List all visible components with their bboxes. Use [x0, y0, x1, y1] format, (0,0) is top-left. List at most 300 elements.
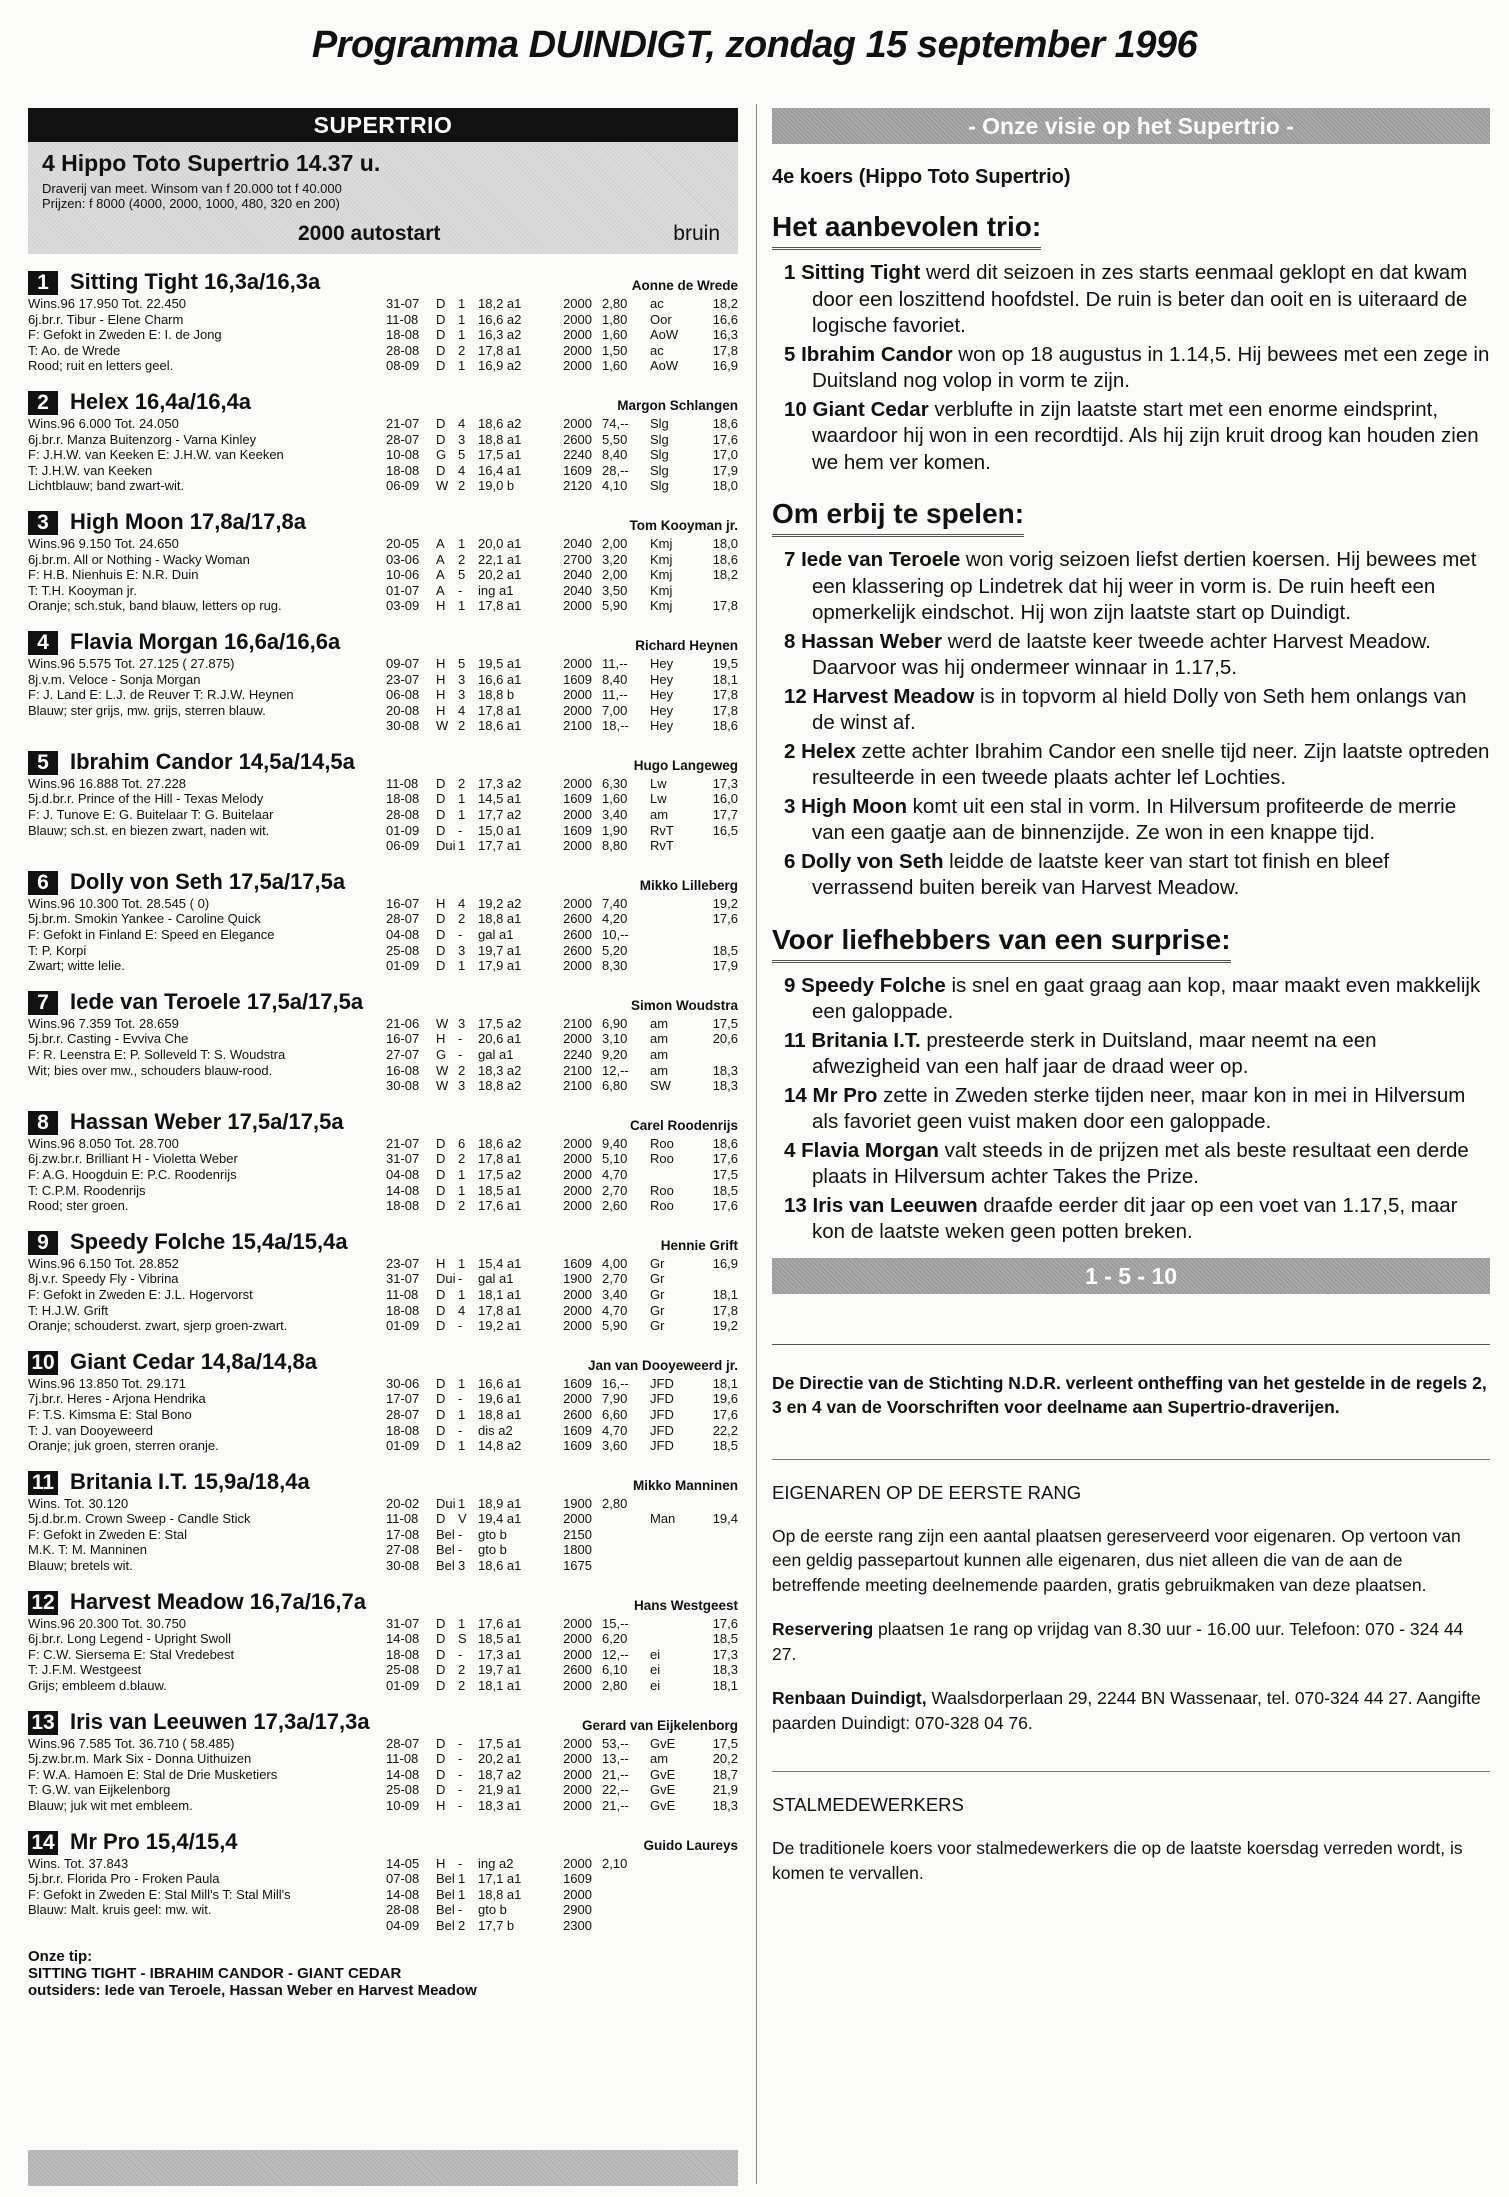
result-position: 5 — [458, 567, 466, 583]
result-distance: 1609 — [563, 462, 592, 478]
result-position: 1 — [458, 838, 466, 854]
horse-name: Mr Pro 15,4/15,4 — [70, 1828, 238, 1854]
result-date: 10-08 — [386, 447, 420, 463]
result-driver — [650, 1887, 708, 1903]
result-track: D — [436, 358, 446, 374]
horse-info-line: 6j.br.m. All or Nothing - Wacky Woman — [28, 551, 250, 567]
horse-info — [28, 1376, 386, 1454]
result-time: 19,5 a1 — [478, 655, 522, 671]
horse-info-line: 5j.zw.br.m. Mark Six - Donna Uithuizen — [28, 1751, 252, 1767]
result-driver: JFD — [650, 1422, 674, 1438]
result-date: 27-08 — [386, 1542, 420, 1558]
result-date: 31-07 — [386, 1615, 420, 1631]
result-track: A — [436, 535, 445, 551]
horse-number-badge: 9 — [28, 1231, 58, 1255]
horse-info-line: F: C.W. Siersema E: Stal Vredebest — [28, 1646, 235, 1662]
section-title: Het aanbevolen trio: — [772, 211, 1041, 250]
result-odds: 2,80 — [602, 296, 628, 311]
result-km-time: 17,6 — [712, 1406, 738, 1422]
result-row — [386, 823, 738, 839]
commentary-item — [772, 684, 1490, 737]
result-date: 30-08 — [386, 718, 420, 734]
recent-results — [386, 1136, 738, 1214]
result-track: W — [436, 1015, 449, 1031]
result-track: W — [436, 1062, 449, 1078]
result-driver: GvE — [650, 1766, 676, 1782]
horse-info-line: 6j.zw.br.r. Brilliant H - Violetta Weber — [28, 1151, 238, 1167]
result-track: D — [436, 1182, 446, 1198]
result-odds: 3,60 — [602, 1438, 628, 1454]
page-title: Programma DUINDIGT, zondag 15 september 1996 — [311, 24, 1198, 66]
result-time: 19,2 a2 — [478, 895, 522, 911]
result-row — [386, 1016, 738, 1032]
result-driver: ei — [650, 1662, 661, 1678]
result-position: 4 — [458, 702, 466, 718]
horse-info-line: Wins.96 5.575 Tot. 27.125 ( 27.875) — [28, 655, 235, 671]
result-km-time: 17,9 — [712, 958, 738, 974]
horse-info-line: Wins.96 13.850 Tot. 29.171 — [28, 1375, 187, 1391]
horse-info — [28, 896, 386, 974]
horse-lead: 14 Mr Pro — [784, 1083, 878, 1107]
reservering-paragraph — [772, 1617, 1490, 1666]
result-odds: 2,00 — [602, 535, 628, 551]
horse-info-line: 5j.d.br.m. Crown Sweep - Candle Stick — [28, 1511, 251, 1527]
result-km-time: 17,8 — [712, 702, 738, 718]
result-driver: Kmj — [650, 582, 673, 598]
result-track: D — [436, 1751, 446, 1767]
result-km-time: 17,5 — [712, 1015, 738, 1031]
result-distance: 2000 — [563, 1615, 592, 1631]
visie-column — [772, 108, 1490, 1885]
result-odds: 4,70 — [602, 1422, 628, 1438]
column-divider — [756, 104, 757, 2184]
commentary-text: verblufte in zijn laatste start met een enorme eindsprint, waardoor hij won in een recordtijd. Als hij zijn kruit droog kan houden zien we hem ver komen. — [812, 397, 1479, 474]
horse-details — [28, 1376, 738, 1454]
result-row — [386, 1151, 738, 1167]
driver-name: Margon Schlangen — [617, 397, 738, 413]
result-km-time: 16,6 — [712, 311, 738, 327]
result-date: 08-09 — [386, 358, 420, 374]
horse-info-line: T: T.H. Kooyman jr. — [28, 582, 137, 598]
result-odds: 21,-- — [602, 1766, 629, 1782]
result-track: W — [436, 718, 449, 734]
result-track: D — [436, 1615, 446, 1631]
result-driver: Hey — [650, 718, 674, 734]
result-odds: 1,60 — [602, 358, 628, 374]
horse-info-line: Blauw: Malt. kruis geel: mw. wit. — [28, 1902, 212, 1918]
result-distance: 2240 — [563, 447, 592, 463]
horse-info-line: Blauw; juk wit met embleem. — [28, 1798, 193, 1813]
commentary-item — [772, 849, 1490, 902]
commentary-item — [772, 739, 1490, 792]
result-km-time — [708, 1887, 738, 1903]
driver-name: Guido Laureys — [643, 1837, 738, 1853]
result-time: gal a1 — [478, 927, 514, 943]
result-odds: 9,40 — [602, 1135, 628, 1151]
result-track: Dui — [436, 838, 456, 854]
result-km-time: 17,6 — [712, 1198, 738, 1214]
result-driver: Hey — [650, 655, 674, 671]
result-date: 21-06 — [386, 1015, 420, 1031]
result-time: 18,8 a1 — [478, 1406, 522, 1422]
result-distance: 2000 — [563, 1318, 592, 1334]
result-driver — [650, 1918, 708, 1934]
result-km-time: 18,3 — [712, 1078, 738, 1094]
result-track: A — [436, 567, 445, 583]
result-track: Bel — [436, 1526, 455, 1542]
horse-number-badge: 4 — [28, 631, 58, 655]
result-driver: Roo — [650, 1182, 674, 1198]
result-time: gto b — [478, 1526, 507, 1542]
horse-info — [28, 1856, 386, 1934]
result-time: 18,5 a1 — [478, 1631, 522, 1647]
result-time: 20,0 a1 — [478, 535, 522, 551]
result-odds — [602, 1542, 650, 1558]
result-position: 3 — [458, 687, 466, 703]
result-odds — [602, 1887, 650, 1903]
result-driver: Roo — [650, 1135, 674, 1151]
commentary-item — [772, 629, 1490, 682]
result-odds: 12,-- — [602, 1646, 629, 1662]
result-date: 11-08 — [386, 775, 419, 791]
result-driver: AoW — [650, 358, 679, 374]
recent-results — [386, 1016, 738, 1094]
result-odds — [602, 1918, 650, 1934]
horse-info-line: F: W.A. Hamoen E: Stal de Drie Musketiers — [28, 1766, 278, 1782]
result-date: 14-08 — [386, 1766, 420, 1782]
horse-number-badge: 11 — [28, 1471, 58, 1495]
result-km-time: 16,0 — [712, 791, 738, 807]
result-distance: 2000 — [563, 311, 592, 327]
result-date: 31-07 — [386, 296, 420, 311]
recent-results — [386, 1376, 738, 1454]
result-row — [386, 296, 738, 312]
horse-name: Britania I.T. 15,9a/18,4a — [70, 1468, 310, 1494]
tip-label: Onze tip: — [28, 1947, 93, 1965]
result-distance: 2700 — [563, 551, 592, 567]
result-date: 14-08 — [386, 1182, 420, 1198]
result-position: 1 — [458, 1182, 466, 1198]
result-odds: 8,40 — [602, 671, 628, 687]
result-track: D — [436, 1782, 446, 1798]
result-driver: SW — [650, 1078, 671, 1094]
result-odds: 8,30 — [602, 958, 628, 974]
result-distance: 1609 — [563, 1422, 592, 1438]
result-distance: 2000 — [563, 838, 592, 854]
result-distance: 2000 — [563, 598, 592, 614]
race-title: 4 Hippo Toto Supertrio 14.37 u. — [42, 150, 381, 176]
result-time: 19,7 a1 — [478, 1662, 522, 1678]
horse-info-line: F: J. Land E: L.J. de Reuver T: R.J.W. Heynen — [28, 687, 294, 703]
horse-info-line: F: A.G. Hoogduin E: P.C. Roodenrijs — [28, 1166, 237, 1182]
result-date: 06-08 — [386, 687, 420, 703]
result-km-time — [708, 1558, 738, 1574]
result-distance: 2000 — [563, 1646, 592, 1662]
result-km-time: 18,5 — [712, 1631, 738, 1647]
horse-number-badge: 3 — [28, 511, 58, 535]
stalmedewerkers-paragraph: De traditionele koers voor stalmedewerkers die op de laatste koersdag verreden wordt, is komen te vervallen. — [772, 1838, 1463, 1883]
result-time: 17,5 a1 — [478, 447, 522, 463]
horse-info-line: Blauw; sch.st. en biezen zwart, naden wit. — [28, 822, 270, 838]
result-distance: 2040 — [563, 567, 592, 583]
result-distance: 2900 — [563, 1902, 592, 1918]
result-km-time: 17,8 — [712, 598, 738, 614]
result-position: - — [458, 1526, 463, 1542]
result-distance: 2000 — [563, 1391, 592, 1407]
result-distance: 2100 — [563, 1062, 592, 1078]
result-position: 1 — [458, 1438, 466, 1454]
horse-header — [28, 1468, 738, 1495]
result-odds: 4,10 — [602, 478, 628, 494]
horse-name: Ibrahim Candor 14,5a/14,5a — [70, 748, 355, 774]
result-row — [386, 1287, 738, 1303]
result-distance: 2000 — [563, 1511, 592, 1527]
horse-info-line: Blauw; bretels wit. — [28, 1558, 133, 1574]
result-time: 19,6 a1 — [478, 1391, 522, 1407]
result-row — [386, 896, 738, 912]
result-date: 03-09 — [386, 598, 420, 614]
horse-number-badge: 6 — [28, 871, 58, 895]
result-row — [386, 1918, 738, 1934]
result-position: - — [458, 1318, 463, 1334]
result-km-time: 18,2 — [712, 567, 738, 583]
commentary-item — [772, 342, 1490, 395]
result-km-time: 19,5 — [712, 655, 738, 671]
horse-info-line: Wins. Tot. 37.843 — [28, 1855, 129, 1871]
result-track: Bel — [436, 1902, 455, 1918]
result-odds: 6,30 — [602, 775, 628, 791]
result-time: 17,9 a1 — [478, 958, 522, 974]
result-date: 10-09 — [386, 1798, 420, 1813]
horse-info-line: Wins.96 10.300 Tot. 28.545 ( 0) — [28, 895, 210, 911]
result-row — [386, 1407, 738, 1423]
result-track: A — [436, 582, 445, 598]
result-row — [386, 1031, 738, 1047]
result-time: 18,9 a1 — [478, 1495, 522, 1511]
result-time: 17,7 a2 — [478, 807, 522, 823]
result-track: D — [436, 1678, 446, 1694]
result-track: D — [436, 1198, 446, 1214]
result-km-time: 17,6 — [712, 1615, 738, 1631]
result-km-time: 17,7 — [712, 807, 738, 823]
result-time: 20,6 a1 — [478, 1031, 522, 1047]
horse-details — [28, 1736, 738, 1814]
result-odds: 16,-- — [602, 1375, 629, 1391]
result-date: 11-08 — [386, 1751, 419, 1767]
result-track: H — [436, 655, 446, 671]
result-distance: 2000 — [563, 1302, 592, 1318]
result-driver: GvE — [650, 1735, 676, 1751]
result-km-time — [708, 1271, 738, 1287]
result-date: 18-08 — [386, 1646, 420, 1662]
stalmedewerkers-title: STALMEDEWERKERS — [772, 1794, 964, 1815]
result-km-time: 18,5 — [712, 942, 738, 958]
result-date: 25-08 — [386, 942, 420, 958]
divider-line — [772, 1459, 1490, 1460]
result-track: Bel — [436, 1886, 455, 1902]
horse-name: Speedy Folche 15,4a/15,4a — [70, 1228, 348, 1254]
result-odds: 4,70 — [602, 1302, 628, 1318]
horse-name: Sitting Tight 16,3a/16,3a — [70, 269, 321, 294]
result-row — [386, 358, 738, 374]
result-km-time: 18,3 — [712, 1798, 738, 1813]
result-time: 18,3 a1 — [478, 1798, 522, 1813]
result-odds — [602, 1527, 650, 1543]
result-row — [386, 1391, 738, 1407]
result-position: - — [458, 1271, 463, 1287]
driver-name: Mikko Manninen — [632, 1477, 738, 1493]
result-position: 5 — [458, 655, 466, 671]
horse-name: Hassan Weber 17,5a/17,5a — [70, 1108, 344, 1134]
result-odds: 2,80 — [602, 1495, 628, 1511]
recent-results — [386, 776, 738, 854]
result-position: 2 — [458, 342, 466, 358]
result-date: 04-09 — [386, 1917, 420, 1933]
result-row — [386, 1438, 738, 1454]
horse-info — [28, 1616, 386, 1694]
result-row — [386, 1767, 738, 1783]
result-km-time: 17,6 — [712, 431, 738, 447]
result-track: D — [436, 807, 446, 823]
result-distance: 2000 — [563, 775, 592, 791]
result-km-time: 16,9 — [712, 1255, 738, 1271]
horse-name: Harvest Meadow 16,7a/16,7a — [70, 1588, 366, 1614]
result-row — [386, 1527, 738, 1543]
result-odds — [602, 1902, 650, 1918]
horse-list — [28, 268, 738, 1934]
horse-number-badge: 13 — [28, 1711, 58, 1735]
result-distance: 2150 — [563, 1526, 592, 1542]
result-driver: am — [650, 1031, 669, 1047]
result-distance: 2000 — [563, 358, 592, 374]
result-position: 1 — [458, 358, 466, 374]
horse-lead: 6 Dolly von Seth — [784, 849, 944, 873]
result-row — [386, 478, 738, 494]
result-date: 31-07 — [386, 1151, 420, 1167]
horse-info-line: 8j.v.m. Veloce - Sonja Morgan — [28, 671, 201, 687]
result-row — [386, 1616, 738, 1632]
result-distance: 2600 — [563, 942, 592, 958]
result-distance: 1609 — [563, 1871, 592, 1887]
commentary-text: werd de laatste keer tweede achter Harvest Meadow. Daarvoor was hij ondermeer winnaar in 1.17,5. — [812, 629, 1431, 679]
result-km-time: 18,3 — [712, 1662, 738, 1678]
result-driver: JFD — [650, 1406, 674, 1422]
result-time: ing a2 — [478, 1855, 514, 1871]
result-row — [386, 1782, 738, 1798]
result-date: 28-08 — [386, 1902, 420, 1918]
result-track: H — [436, 1255, 446, 1271]
result-track: D — [436, 1631, 446, 1647]
result-track: D — [436, 1286, 446, 1302]
recent-results — [386, 1256, 738, 1334]
result-km-time: 20,2 — [712, 1751, 738, 1767]
commentary-text: leidde de laatste keer van start tot finish en bleef verrassend buiten bereik van Harvest Meadow. — [812, 849, 1390, 899]
result-odds: 1,90 — [602, 822, 628, 838]
result-row — [386, 1376, 738, 1392]
result-time: 18,7 a2 — [478, 1766, 522, 1782]
horse-entry — [28, 868, 738, 974]
result-position: - — [458, 1766, 463, 1782]
result-date: 30-06 — [386, 1375, 420, 1391]
horse-info-line: T: P. Korpi — [28, 942, 87, 958]
result-distance: 1800 — [563, 1542, 592, 1558]
result-time: 18,6 a2 — [478, 1135, 522, 1151]
result-row — [386, 1183, 738, 1199]
result-driver — [650, 1871, 708, 1887]
result-date: 31-07 — [386, 1271, 420, 1287]
result-distance: 2000 — [563, 1135, 592, 1151]
result-track: D — [436, 1422, 446, 1438]
horse-number-badge: 5 — [28, 751, 58, 775]
driver-name: Gerard van Eijkelenborg — [581, 1717, 738, 1733]
horse-lead: 8 Hassan Weber — [784, 629, 943, 653]
result-distance: 2000 — [563, 1735, 592, 1751]
horse-info-line: T: J.H.W. van Keeken — [28, 462, 153, 478]
horse-entry — [28, 628, 738, 734]
horse-entry — [28, 1588, 738, 1694]
horse-name: Flavia Morgan 16,6a/16,6a — [70, 628, 341, 654]
result-track: D — [436, 431, 446, 447]
result-position: 1 — [458, 598, 466, 614]
result-km-time: 17,3 — [712, 1646, 738, 1662]
result-position: 4 — [458, 462, 466, 478]
commentary-text: won vorig seizoen liefst dertien koersen. Hij bewees met een klassering op Lindetrek dat hij weer in vorm is. De ruin heeft een opmerkelijk eindschot. Hij won zijn laatste start op Duindigt. — [812, 548, 1477, 624]
result-position: - — [458, 1391, 463, 1407]
horse-entry — [28, 508, 738, 614]
result-driver: JFD — [650, 1375, 674, 1391]
result-driver: am — [650, 1015, 669, 1031]
result-date: 28-07 — [386, 911, 420, 927]
result-odds: 12,-- — [602, 1062, 629, 1078]
result-km-time: 17,6 — [712, 1151, 738, 1167]
supertrio-header: SUPERTRIO — [28, 108, 738, 142]
result-time: 17,3 a1 — [478, 1646, 522, 1662]
result-track: D — [436, 1391, 446, 1407]
result-row — [386, 838, 738, 854]
result-odds: 1,50 — [602, 342, 628, 358]
result-odds: 10,-- — [602, 927, 629, 943]
result-time: 18,8 a2 — [478, 1078, 522, 1094]
result-km-time: 18,6 — [712, 415, 738, 431]
result-row — [386, 598, 738, 614]
result-driver: Kmj — [650, 567, 673, 583]
result-driver — [650, 958, 708, 974]
result-date: 06-09 — [386, 478, 420, 494]
result-time: 17,8 a1 — [478, 598, 522, 614]
result-odds: 11,-- — [602, 687, 628, 703]
result-position: 1 — [458, 1255, 466, 1271]
driver-name: Mikko Lilleberg — [639, 877, 738, 893]
result-date: 01-09 — [386, 822, 420, 838]
result-time: 18,6 a1 — [478, 718, 522, 734]
result-row — [386, 1887, 738, 1903]
result-row — [386, 1511, 738, 1527]
result-time: 18,1 a1 — [478, 1286, 522, 1302]
result-driver: Gr — [650, 1286, 665, 1302]
horse-lead: 10 Giant Cedar — [784, 397, 929, 421]
result-position: - — [458, 1782, 463, 1798]
horse-lead: 5 Ibrahim Candor — [784, 342, 953, 366]
commentary-text: zette achter Ibrahim Candor een snelle tijd neer. Zijn laatste optreden resulteerde in een tweede plaats achter lef Lochties. — [812, 739, 1490, 789]
horse-lead: 12 Harvest Meadow — [784, 684, 975, 708]
result-distance: 2000 — [563, 1151, 592, 1167]
result-row — [386, 703, 738, 719]
result-driver: ac — [650, 296, 664, 311]
result-position: 1 — [458, 311, 466, 327]
result-driver — [650, 1902, 708, 1918]
result-time: 16,6 a2 — [478, 311, 522, 327]
reservering-text: plaatsen 1e rang op vrijdag van 8.30 uur - 16.00 uur. Telefoon: 070 - 324 44 27. — [772, 1619, 1464, 1664]
